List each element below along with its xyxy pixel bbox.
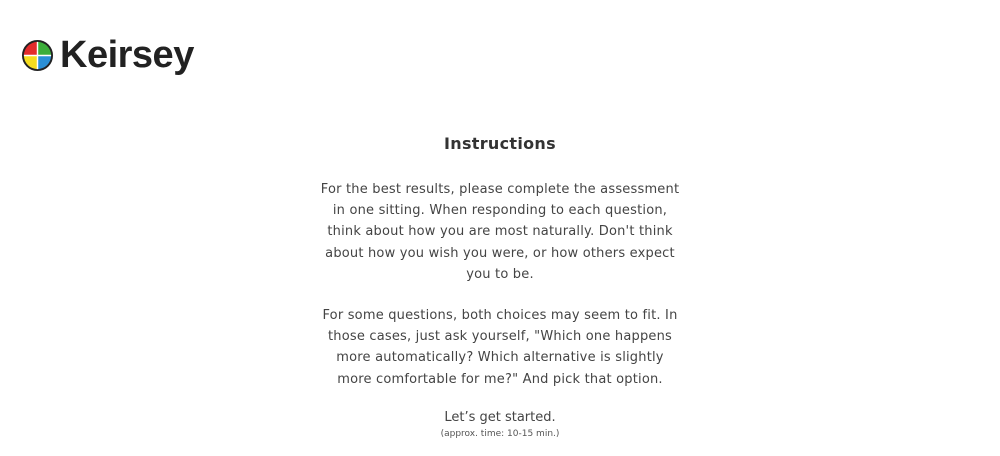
page-title: Instructions (444, 134, 556, 153)
instruction-paragraph-1: For the best results, please complete the assessment in one sitting. When responding to each question, think about how you are most naturally. Don't think about how you wish you were, or how others expect you to be. (320, 182, 680, 282)
instructions-section (0, 134, 1000, 439)
four-color-circle-icon (21, 39, 54, 72)
brand-name: Keirsey (60, 34, 194, 76)
keirsey-logo[interactable] (21, 36, 194, 74)
instruction-paragraph-2: For some questions, both choices may seem to fit. In those cases, just ask yourself, "Which one happens more automatically? Which alternative is slightly more comfortable for me?" And pick that option. (322, 308, 678, 387)
start-text: Let’s get started. (444, 409, 556, 425)
time-estimate: (approx. time: 10-15 min.) (440, 428, 560, 439)
